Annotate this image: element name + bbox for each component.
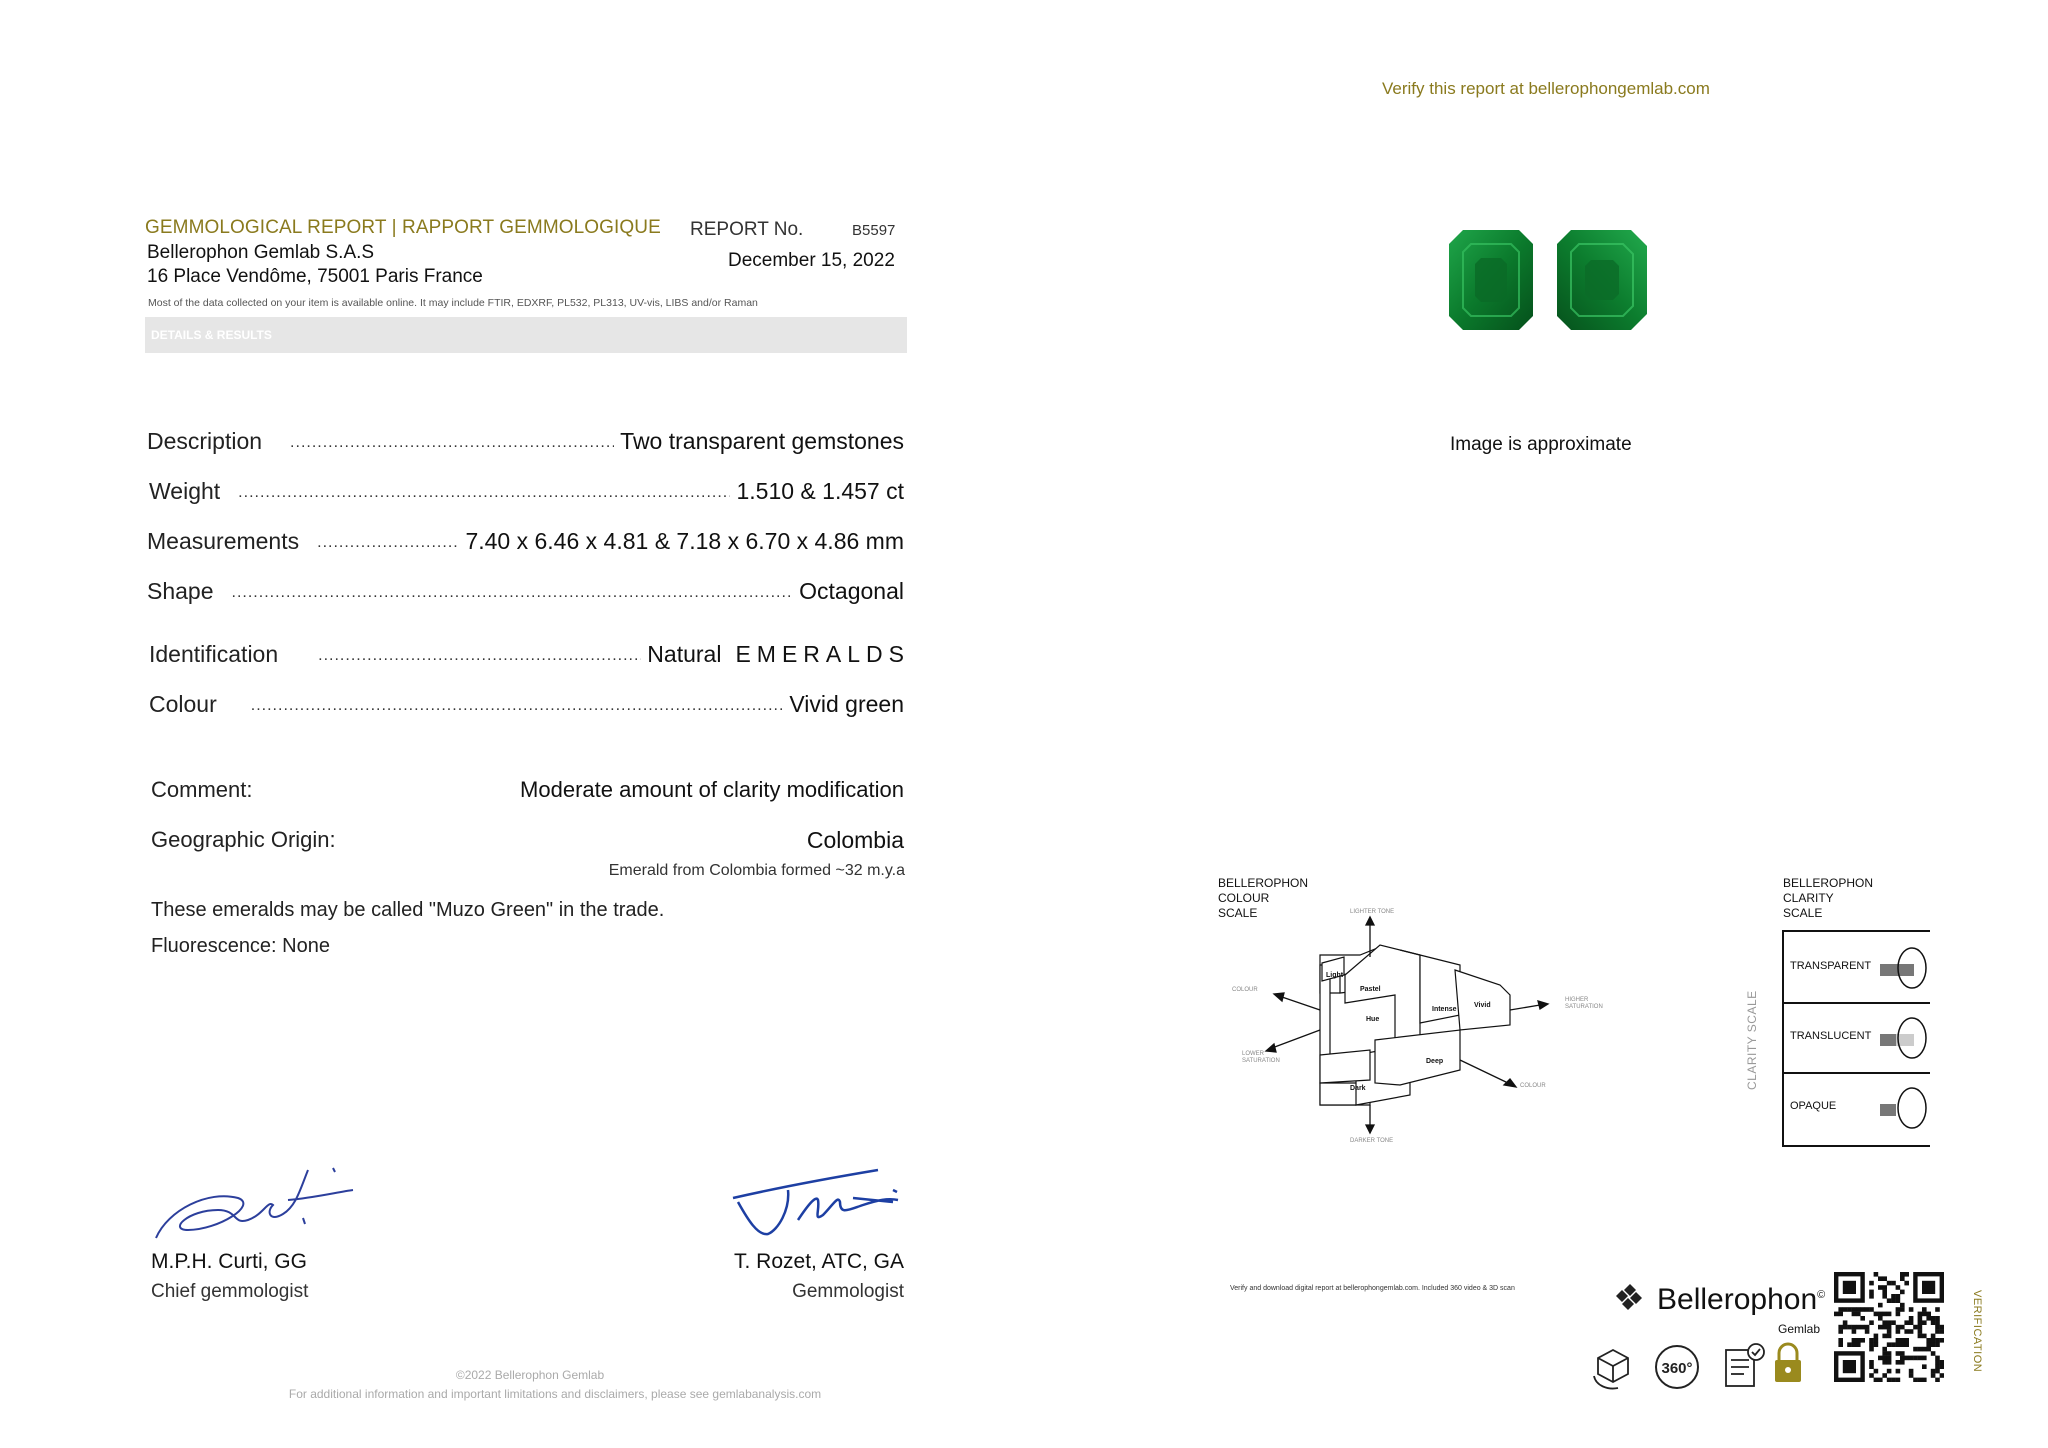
scale-label-intense: Intense: [1432, 1006, 1457, 1013]
clarity-level-transparent: TRANSPARENT: [1784, 932, 1930, 1004]
leader-dots: [318, 647, 641, 668]
detail-row-description: [147, 425, 904, 455]
scale-label-dark: Dark: [1350, 1085, 1366, 1092]
leader-dots: [232, 584, 794, 605]
report-title: GEMMOLOGICAL REPORT | RAPPORT GEMMOLOGIQUE: [145, 217, 661, 238]
signer-role-2: Gemmologist: [792, 1281, 904, 1302]
clarity-scale-side-label: CLARITY SCALE: [1745, 990, 1759, 1090]
detail-row-measurements: [147, 525, 904, 555]
detail-label: Identification: [149, 641, 279, 667]
detail-row-weight: [149, 475, 904, 505]
lock-icon: [1770, 1340, 1806, 1386]
emerald-stone-2: [1557, 230, 1647, 330]
360-video-icon[interactable]: [1652, 1342, 1702, 1392]
scale-label-vivid: Vivid: [1474, 1002, 1491, 1009]
comment-value: Moderate amount of clarity modification: [520, 777, 904, 802]
detail-label: Colour: [149, 691, 217, 717]
colour-scale-title: BELLEROPHON COLOUR SCALE: [1218, 876, 1309, 920]
section-label: DETAILS & RESULTS: [151, 328, 272, 342]
lab-name: Bellerophon Gemlab S.A.S: [147, 242, 375, 263]
footer-copyright: ©2022 Bellerophon Gemlab: [455, 1368, 605, 1382]
signature-rozet: [728, 1160, 908, 1240]
origin-value: Colombia: [806, 827, 904, 853]
report-number-label: REPORT No.: [690, 219, 804, 240]
detail-row-shape: [147, 575, 904, 605]
detail-value: Vivid green: [789, 691, 904, 717]
verify-link[interactable]: Verify this report at bellerophongemlab.com: [1382, 79, 1710, 98]
detail-row-colour: [149, 688, 904, 718]
scale-label-higher-sat: SATURATION: [1565, 1004, 1603, 1010]
colour-scale-diagram: [1220, 905, 1620, 1145]
detail-value-prefix: Natural: [647, 641, 722, 667]
bellerophon-logo-icon: [1612, 1282, 1650, 1312]
leader-dots: [290, 434, 614, 455]
clarity-scale-box: [1782, 930, 1930, 1147]
brand-name: Bellerophon©: [1657, 1283, 1826, 1316]
digital-report-icon[interactable]: [1720, 1340, 1768, 1392]
scale-label-pastel: Pastel: [1360, 986, 1381, 993]
comment-label: Comment:: [151, 777, 253, 802]
scale-label-colour-left: COLOUR: [1232, 987, 1258, 993]
signature-curti: [148, 1150, 363, 1250]
clarity-scale-title: BELLEROPHON CLARITY SCALE: [1783, 876, 1874, 920]
origin-note: Emerald from Colombia formed ~32 m.y.a: [608, 862, 905, 879]
clarity-marker-icon: [1880, 1016, 1930, 1060]
detail-value: Octagonal: [799, 578, 904, 604]
section-bar: [145, 317, 907, 353]
detail-value: 7.40 x 6.46 x 4.81 & 7.18 x 6.70 x 4.86 mm: [465, 528, 904, 554]
detail-value: EMERALDS: [735, 641, 910, 667]
qr-code[interactable]: [1834, 1272, 1944, 1382]
detail-label: Shape: [147, 578, 214, 604]
scale-label-darker-tone: DARKER TONE: [1350, 1138, 1394, 1144]
scale-label-colour-right: COLOUR: [1520, 1083, 1546, 1089]
report-date: December 15, 2022: [728, 250, 895, 271]
scale-label-lower-sat: SATURATION: [1242, 1058, 1280, 1064]
verification-side-label: VERIFICATION: [1971, 1290, 1983, 1373]
detail-value: Two transparent gemstones: [620, 428, 904, 454]
scale-label-lower: LOWER: [1242, 1051, 1265, 1057]
clarity-marker-icon: [1880, 1086, 1930, 1130]
scale-label-lighter-tone: LIGHTER TONE: [1350, 909, 1395, 915]
image-approximate-note: Image is approximate: [1450, 434, 1632, 455]
lab-address: 16 Place Vendôme, 75001 Paris France: [147, 266, 483, 287]
fluorescence: Fluorescence: None: [151, 935, 330, 957]
download-note: Verify and download digital report at bellerophongemlab.com. Included 360 video & 3D scan: [1230, 1285, 1515, 1292]
scale-label-deep: Deep: [1426, 1058, 1444, 1065]
leader-dots: [238, 484, 730, 505]
3d-scan-icon[interactable]: [1588, 1342, 1638, 1392]
signer-role-1: Chief gemmologist: [151, 1281, 309, 1302]
clarity-level-opaque: OPAQUE: [1784, 1072, 1930, 1142]
360-badge-text: 360°: [1661, 1360, 1693, 1377]
trade-note: These emeralds may be called "Muzo Green" in the trade.: [151, 899, 665, 921]
detail-label: Measurements: [147, 528, 300, 554]
report-number: B5597: [852, 222, 896, 239]
emerald-images: [1447, 228, 1657, 332]
leader-dots: [251, 697, 784, 718]
detail-label: Description: [147, 428, 263, 454]
detail-value: 1.510 & 1.457 ct: [736, 478, 904, 504]
brand-mark: ©: [1817, 1289, 1826, 1301]
emerald-stone-1: [1449, 230, 1533, 330]
clarity-level-translucent: TRANSLUCENT: [1784, 1002, 1930, 1074]
signer-name-1: M.P.H. Curti, GG: [151, 1250, 307, 1273]
signer-name-2: T. Rozet, ATC, GA: [734, 1250, 904, 1273]
clarity-marker-icon: [1880, 946, 1930, 990]
leader-dots: [317, 534, 459, 555]
origin-label: Geographic Origin:: [151, 827, 336, 852]
data-note: Most of the data collected on your item is available online. It may include FTIR, EDXRF, PL532, PL313, UV-vis, LIBS and/or Raman: [148, 297, 758, 309]
detail-label: Weight: [149, 478, 221, 504]
brand-sub: Gemlab: [1778, 1322, 1821, 1336]
footer-disclaimer: For additional information and important limitations and disclaimers, please see gemlabanalysis.com: [288, 1387, 822, 1401]
scale-label-higher: HIGHER: [1565, 997, 1589, 1003]
detail-row-identification: [149, 638, 910, 668]
scale-label-light: Light: [1326, 972, 1344, 979]
scale-label-hue: Hue: [1366, 1016, 1380, 1023]
